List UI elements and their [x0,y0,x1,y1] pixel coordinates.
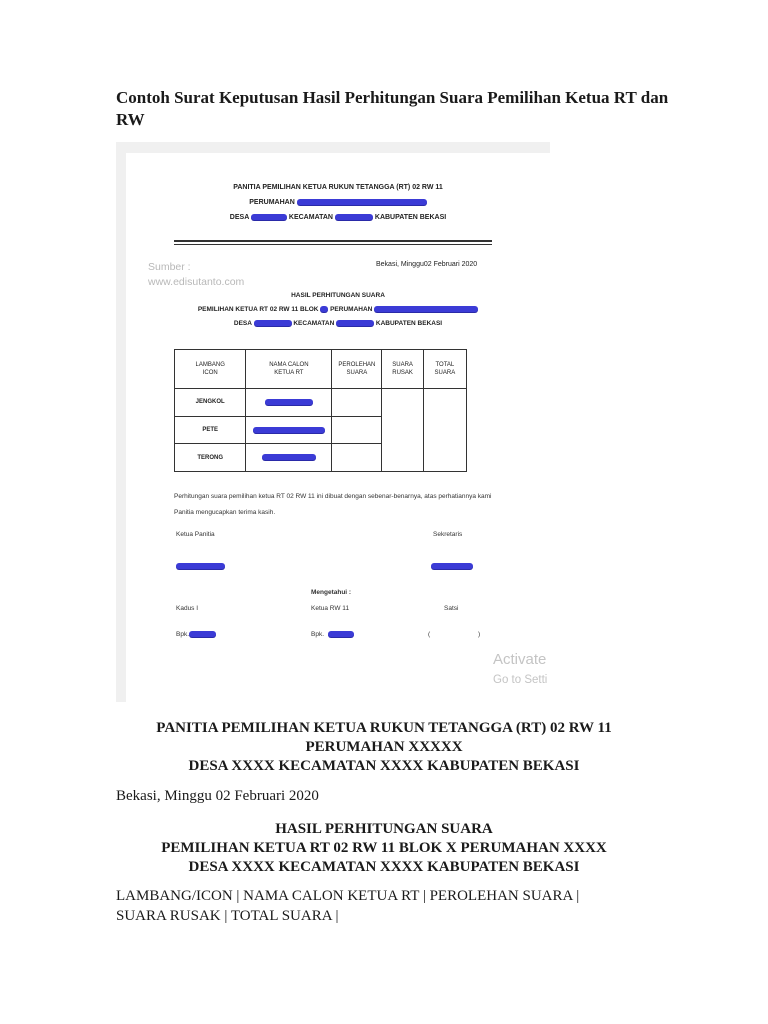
table-row [175,389,467,417]
redaction-mark [431,563,473,569]
redaction-mark [335,214,373,220]
goto-settings-watermark: Go to Setti [493,674,548,686]
scan-header-desa: DESA [229,214,249,221]
scan-header-line2 [126,199,550,206]
spoiled-votes-cell [382,389,423,472]
col-perolehan: PEROLEHAN SUARA [332,350,382,389]
redaction-mark [336,320,374,326]
scan-title-desa: DESA [233,320,252,327]
blank-signature-open: ( [428,631,431,638]
scan-title-kecamatan: KECAMATAN [293,320,335,327]
page-title: Contoh Surat Keputusan Hasil Perhitungan Suara Pemilihan Ketua RT dan RW [116,88,669,129]
vote-count-cell [332,416,382,444]
scan-header-line1: PANITIA PEMILIHAN KETUA RUKUN TETANGGA (RT) 02 RW 11 [233,184,443,191]
scan-title-blok: PEMILIHAN KETUA RT 02 RW 11 BLOK [197,306,319,313]
doc-header-line1: PANITIA PEMILIHAN KETUA RUKUN TETANGGA (RT) 02 RW 11 [156,720,612,736]
blank-signature-close: ) [478,631,481,638]
closing-paragraph: Perhitungan suara pemilihan ketua RT 02 RW 11 ini dibuat dengan sebenar-benarnya, atas perhatiannya kami Panitia mengucapkan terima kasih. [174,493,492,516]
letter-screenshot [116,142,550,702]
redaction-mark [297,199,427,205]
doc-header [116,719,652,776]
doc-date: Bekasi, Minggu 02 Februari 2020 [116,788,319,804]
satsi-label: Satsi [444,605,459,612]
scan-title-line2 [126,306,550,313]
candidate-icon-cell: JENGKOL [175,389,246,417]
redaction-mark [265,399,313,405]
scan-title-perumahan: PERUMAHAN [330,306,373,313]
scan-header-kabupaten: KABUPATEN BEKASI [374,214,447,221]
vote-table-header [175,350,467,389]
doc-header-line2: PERUMAHAN XXXXX [305,739,463,755]
redaction-mark [189,631,216,637]
doc-title-line2: PEMILIHAN KETUA RT 02 RW 11 BLOK X PERUMAHAN XXXX [161,840,607,856]
redaction-mark [251,214,287,220]
redaction-mark [328,631,354,637]
header-divider-thin [174,244,492,245]
candidate-name-cell [246,389,332,417]
header-divider [174,240,492,242]
col-total: TOTAL SUARA [423,350,466,389]
sekretaris-label: Sekretaris [433,531,463,538]
redaction-mark [176,563,225,569]
total-votes-cell [423,389,466,472]
ketua-rw-label: Ketua RW 11 [311,605,350,612]
mengetahui-label: Mengetahui : [311,589,352,596]
doc-table-line1: LAMBANG/ICON | NAMA CALON KETUA RT | PEROLEHAN SUARA | [116,888,580,904]
candidate-icon-cell: TERONG [175,444,246,472]
watermark-label: Sumber : [148,261,191,273]
col-suara-rusak: SUARA RUSAK [382,350,423,389]
scan-header-perumahan: PERUMAHAN [249,199,295,206]
doc-table-header [116,886,652,926]
doc-table-line2: SUARA RUSAK | TOTAL SUARA | [116,908,339,924]
letter-paper [126,153,550,702]
redaction-mark [320,306,328,312]
col-lambang: LAMBANG ICON [175,350,246,389]
kadus-label: Kadus I [176,605,199,612]
activate-windows-watermark: Activate [493,651,547,668]
vote-count-cell [332,389,382,417]
watermark-url: www.edisutanto.com [148,276,245,288]
scan-title-line3 [126,320,550,327]
redaction-mark [262,454,316,460]
candidate-name-cell [246,444,332,472]
bpk-signature-1: Bpk. [176,631,216,638]
doc-title-line3: DESA XXXX KECAMATAN XXXX KABUPATEN BEKASI [188,859,580,875]
redaction-mark [254,320,292,326]
vote-table [174,349,467,472]
redaction-mark [253,427,325,433]
scan-header-line3 [126,214,550,221]
doc-title-line1: HASIL PERHITUNGAN SUARA [275,821,493,837]
source-watermark [148,260,244,290]
doc-header-line3: DESA XXXX KECAMATAN XXXX KABUPATEN BEKASI [188,758,580,774]
scan-title-kabupaten: KABUPATEN BEKASI [375,320,443,327]
col-nama-calon: NAMA CALON KETUA RT [246,350,332,389]
redaction-mark [374,306,478,312]
bpk-signature-2: Bpk. [311,631,354,638]
vote-count-cell [332,444,382,472]
candidate-name-cell [246,416,332,444]
scan-date: Bekasi, Minggu02 Februari 2020 [376,261,478,268]
ketua-panitia-label: Ketua Panitia [176,531,215,538]
candidate-icon-cell: PETE [175,416,246,444]
doc-title [116,820,652,877]
scan-title-line1: HASIL PERHITUNGAN SUARA [291,292,385,299]
scan-header-kecamatan: KECAMATAN [288,214,333,221]
